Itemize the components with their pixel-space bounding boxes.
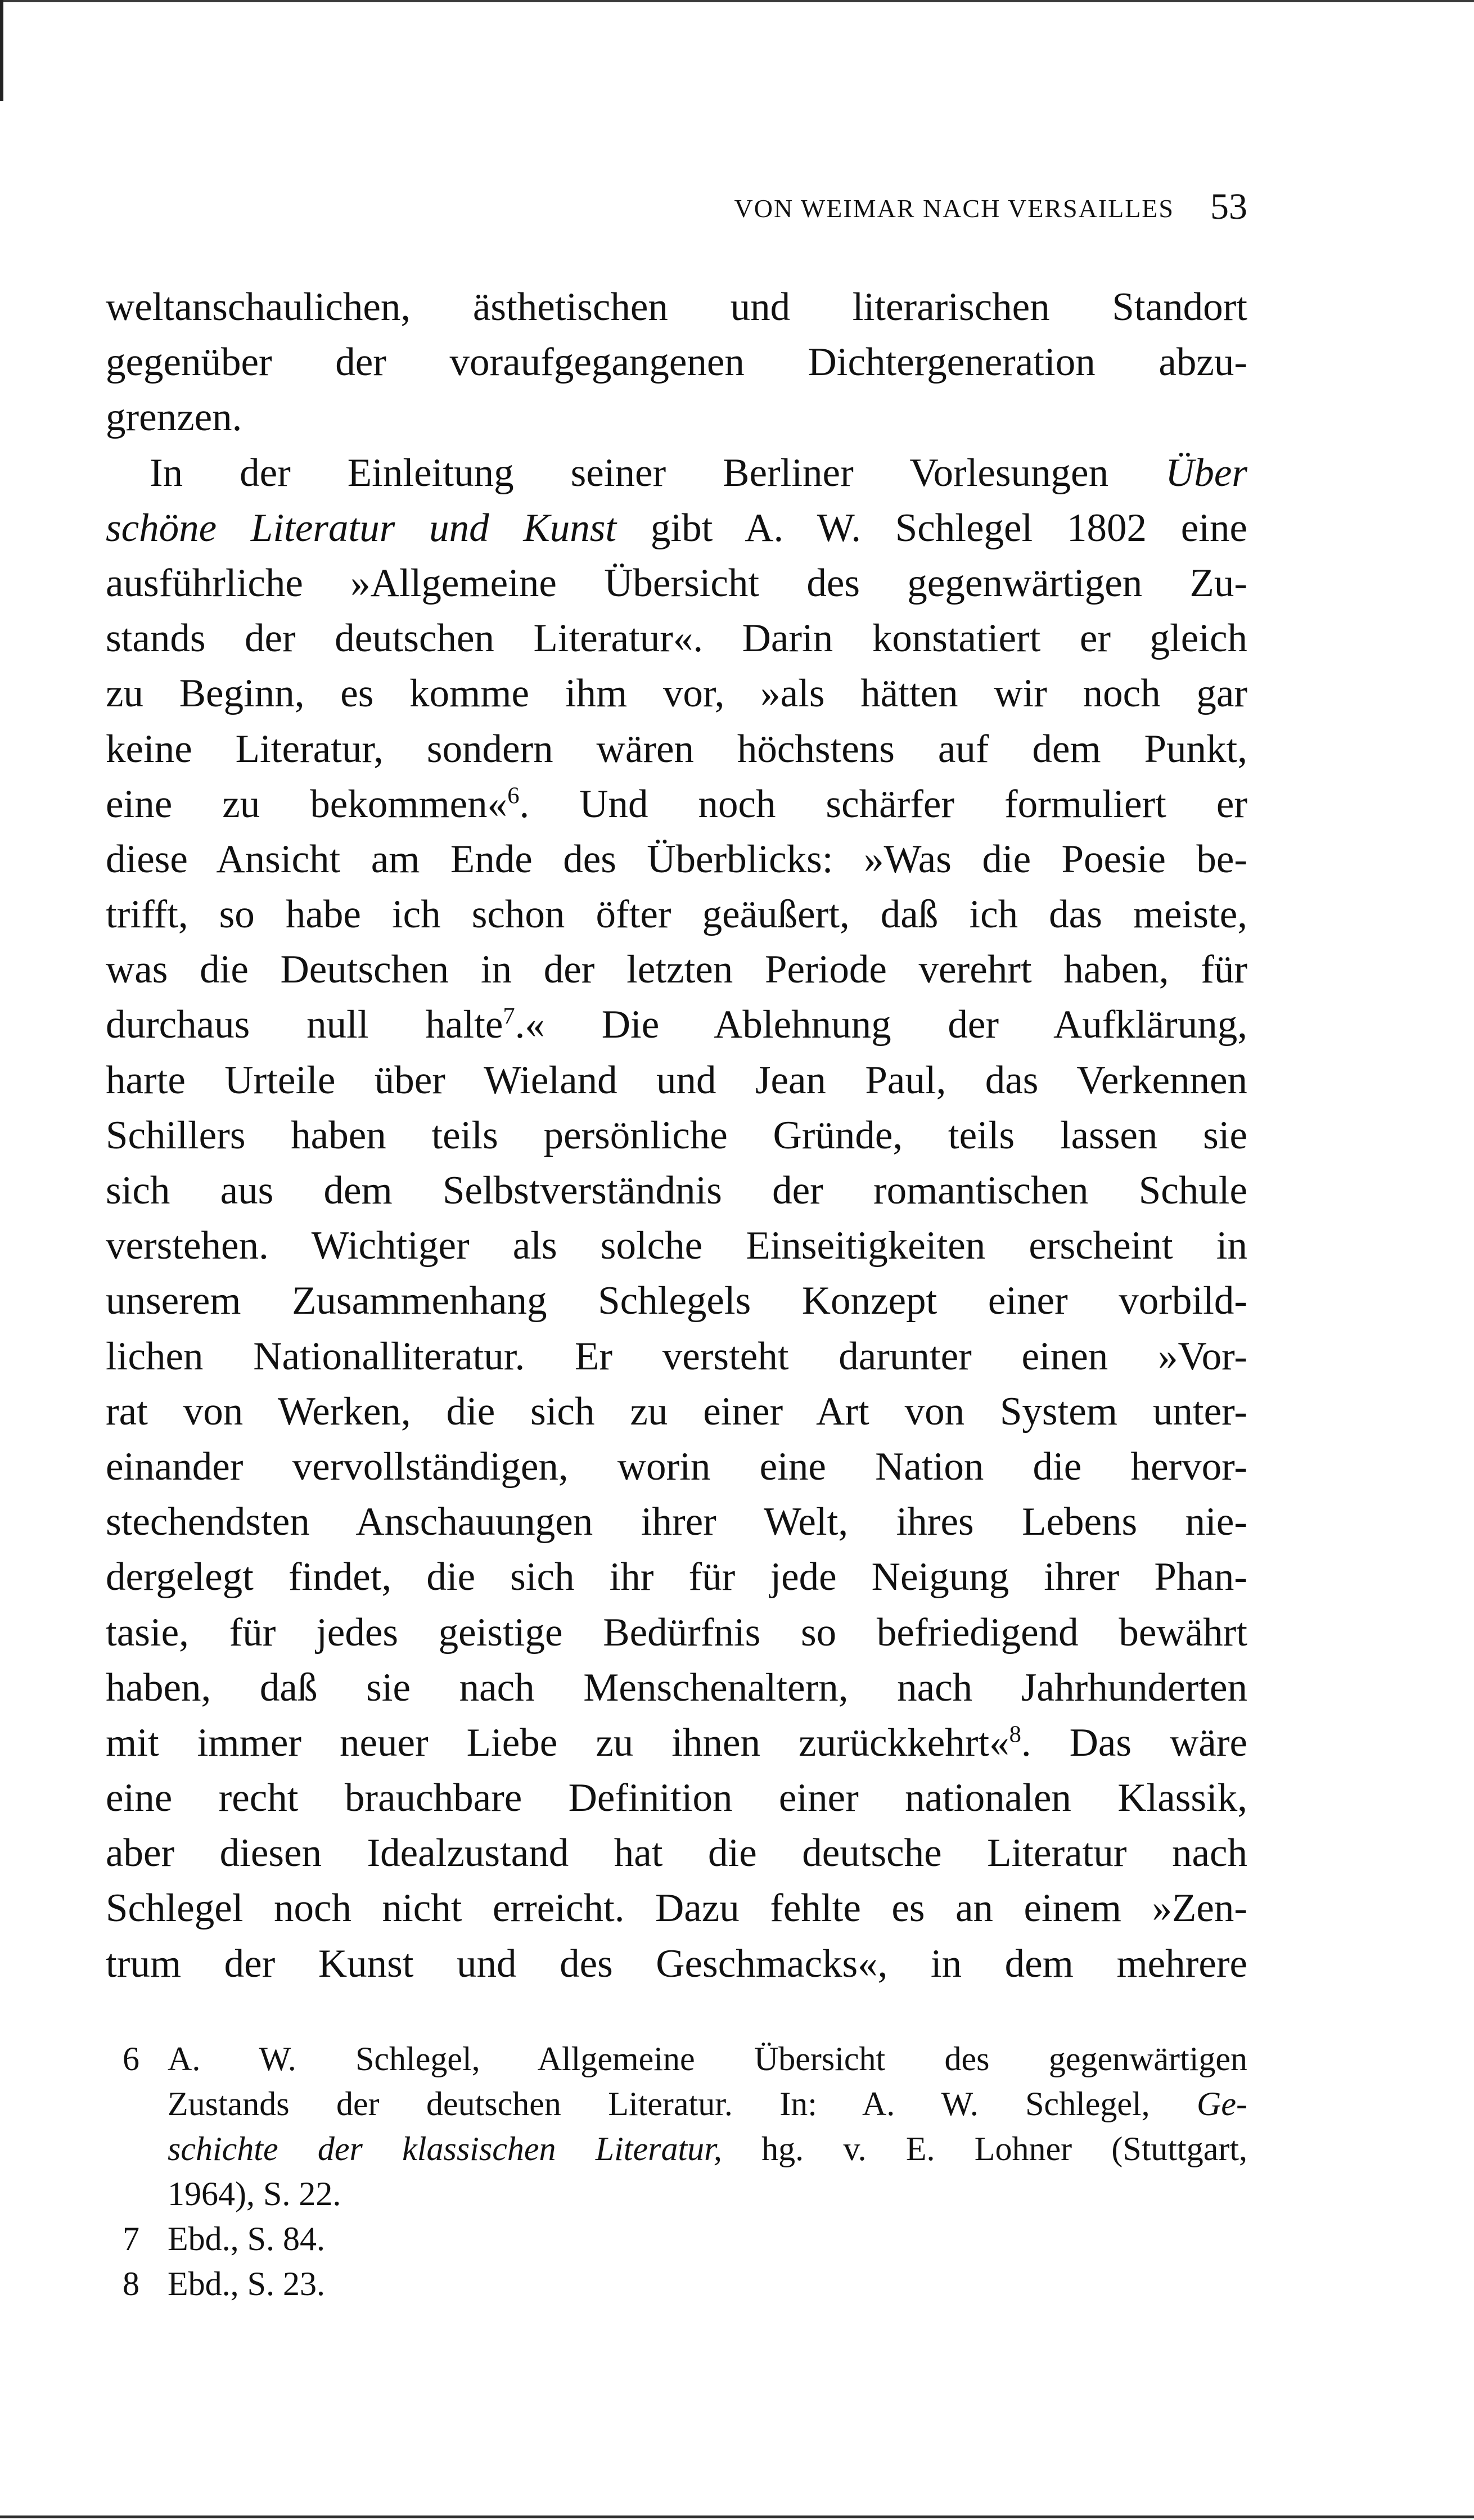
footnote-text: 1964), S. 22. (168, 2175, 341, 2212)
text-line: zu Beginn, es komme ihm vor, »als hätten wir noch gar (106, 671, 1247, 716)
footnote-number: 6 (123, 2040, 139, 2077)
text-line (106, 777, 1247, 832)
text-line: stechendsten Anschauungen ihrer Welt, ihres Lebens nie- (106, 1500, 1247, 1544)
footnote-number: 8 (123, 2265, 139, 2302)
footnote-text: A. W. Schlegel, Allgemeine Übersicht des gegenwärtigen (168, 2040, 1247, 2077)
text-line: aber diesen Idealzustand hat die deutsche Literatur nach (106, 1831, 1247, 1876)
text-line (106, 1715, 1247, 1770)
footnote-6-line (106, 2081, 1247, 2126)
scan-border-left (0, 0, 3, 101)
text-line (106, 997, 1247, 1052)
text-line: verstehen. Wichtiger als solche Einseitigkeiten erscheint in (106, 1224, 1247, 1268)
text-line: grenzen. (106, 395, 242, 440)
text-line: lichen Nationalliteratur. Er versteht darunter einen »Vor- (106, 1334, 1247, 1378)
italic-title-segment: Über (1165, 450, 1247, 495)
footnote-text: Ebd., S. 23. (168, 2265, 326, 2302)
text-line: tasie, für jedes geistige Bedürfnis so befriedigend bewährt (106, 1610, 1247, 1655)
text-line: Schlegel noch nicht erreicht. Dazu fehlte es an einem »Zen- (106, 1886, 1247, 1931)
text-line: harte Urteile über Wieland und Jean Paul, das Verkennen (106, 1058, 1247, 1102)
footnote-text: Ebd., S. 84. (168, 2220, 326, 2257)
footnote-ref-6: 6 (507, 782, 520, 809)
text-line: haben, daß sie nach Menschenaltern, nach Jahrhunderten (106, 1665, 1247, 1710)
text-segment: .« Die Ablehnung der Aufklärung, (515, 1003, 1247, 1047)
footnote-6-line (106, 2126, 1247, 2171)
text-segment: . Das wäre (1021, 1720, 1247, 1765)
text-line: weltanschaulichen, ästhetischen und literarischen Standort (106, 285, 1247, 329)
text-line (106, 501, 1247, 556)
running-head (106, 186, 1247, 231)
text-line: gegenüber der voraufgegangenen Dichtergeneration abzu- (106, 340, 1247, 385)
text-segment: durchaus null halte (106, 1003, 503, 1047)
footnote-6-line (106, 2171, 1247, 2216)
footnote-text: hg. v. E. Lohner (Stuttgart, (722, 2130, 1248, 2167)
text-segment: In der Einleitung seiner Berliner Vorlesungen (150, 450, 1166, 495)
footnote-number: 7 (123, 2220, 139, 2257)
footnote-7-line (106, 2216, 1247, 2261)
footnote-text: Zustands der deutschen Literatur. In: A. W. Schlegel, (168, 2085, 1197, 2122)
text-line: rat von Werken, die sich zu einer Art von System unter- (106, 1389, 1247, 1433)
text-segment: gibt A. W. Schlegel 1802 eine (616, 506, 1247, 550)
footnote-italic-text: Ge- (1197, 2085, 1247, 2122)
text-line: eine recht brauchbare Definition einer nationalen Klassik, (106, 1776, 1247, 1820)
text-line: diese Ansicht am Ende des Überblicks: »Was die Poesie be- (106, 837, 1247, 881)
text-line (106, 445, 1247, 501)
text-segment: eine zu bekommen« (106, 782, 508, 826)
footnote-ref-7: 7 (503, 1003, 515, 1030)
text-line: ausführliche »Allgemeine Übersicht des gegenwärtigen Zu- (106, 561, 1247, 605)
footnote-8-line (106, 2261, 1247, 2306)
footnote-6-line (106, 2036, 1247, 2081)
text-line: trum der Kunst und des Geschmacks«, in dem mehrere (106, 1941, 1247, 1986)
text-line: was die Deutschen in der letzten Periode verehrt haben, für (106, 948, 1247, 992)
text-line: trifft, so habe ich schon öfter geäußert, daß ich das meiste, (106, 892, 1247, 937)
text-segment: mit immer neuer Liebe zu ihnen zurückkehrt« (106, 1720, 1009, 1765)
italic-title-segment: schöne Literatur und Kunst (106, 506, 617, 550)
running-title: VON WEIMAR NACH VERSAILLES (734, 194, 1174, 223)
text-line: keine Literatur, sondern wären höchstens auf dem Punkt, (106, 727, 1247, 771)
footnote-italic-text: schichte der klassischen Literatur, (168, 2130, 722, 2167)
text-line: Schillers haben teils persönliche Gründe, teils lassen sie (106, 1113, 1247, 1157)
text-line: unserem Zusammenhang Schlegels Konzept einer vorbild- (106, 1279, 1247, 1323)
scan-border-bottom (0, 2516, 1474, 2518)
scan-border-top (0, 0, 1474, 2)
text-line: sich aus dem Selbstverständnis der romantischen Schule (106, 1169, 1247, 1212)
body-text (106, 280, 1247, 1991)
footnotes (106, 2036, 1247, 2306)
text-line: dergelegt findet, die sich ihr für jede Neigung ihrer Phan- (106, 1555, 1247, 1599)
page-number: 53 (1210, 186, 1247, 227)
text-line: einander vervollständigen, worin eine Nation die hervor- (106, 1444, 1247, 1489)
text-segment: . Und noch schärfer formuliert er (519, 782, 1247, 826)
text-line: stands der deutschen Literatur«. Darin konstatiert er gleich (106, 616, 1247, 661)
footnote-ref-8: 8 (1009, 1721, 1021, 1748)
